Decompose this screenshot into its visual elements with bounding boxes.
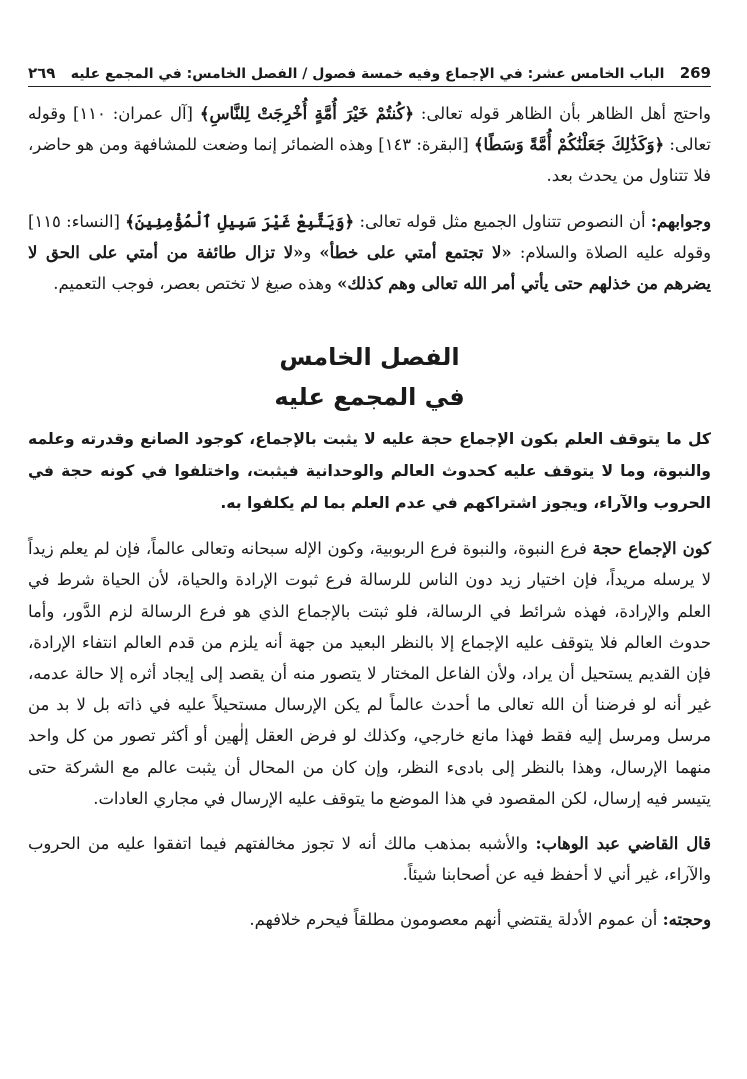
paragraph-label: كون الإجماع حجة <box>592 539 711 559</box>
text-segment: وهذه صيغ لا تختص بعصر، فوجب التعميم. <box>53 274 338 294</box>
hadith-quote: «لا تزال طائفة من أمتي على الحق لا يضرهم من خذلهم حتى يأتي أمر الله تعالى وهم كذلك» <box>28 242 711 294</box>
quran-verse: ﴿وَيَتَّبِعْ غَيْرَ سَبِيلِ ٱلْمُؤْمِنِينَ﴾ <box>125 211 355 231</box>
paragraph-label: وحجته: <box>662 910 711 930</box>
running-title: الباب الخامس عشر: في الإجماع وفيه خمسة فصول / الفصل الخامس: في المجمع عليه <box>70 66 665 82</box>
text-segment: أن النصوص تتناول الجميع مثل قوله تعالى: <box>354 211 651 231</box>
paragraph-label: قال القاضي عبد الوهاب: <box>535 834 711 854</box>
page-body <box>28 98 711 936</box>
chapter-title: الفصل الخامس <box>279 343 460 372</box>
paragraph-zahiri-argument <box>28 98 711 192</box>
text-segment: و <box>303 242 320 262</box>
running-header <box>28 56 711 87</box>
chapter-heading <box>28 337 711 417</box>
text-segment: [البقرة: ١٤٣] وهذه الضمائر إنما وضعت للمشافهة ومن هو حاضر، فلا تتناول من يحدث بعد. <box>28 135 711 186</box>
page-number: 269 <box>679 64 711 82</box>
paragraph-argument <box>28 904 711 935</box>
chapter-subtitle: في المجمع عليه <box>274 383 465 412</box>
hadith-quote: «لا تجتمع أمتي على خطأ» <box>319 242 512 262</box>
arabic-page-number: ٢٦٩ <box>28 64 56 82</box>
text-segment: أن عموم الأدلة يقتضي أنهم معصومون مطلقاً فيحرم خلافهم. <box>249 910 663 930</box>
paragraph-label: وجوابهم: <box>650 211 712 231</box>
paragraph-response <box>28 206 711 300</box>
text-segment: [النساء: ١١٥] وقوله عليه الصلاة والسلام: <box>28 211 711 262</box>
paragraph-qadi-opinion <box>28 828 711 890</box>
paragraph-ijma-proof <box>28 533 711 814</box>
text-segment: [آل عمران: ١١٠] وقوله تعالى: <box>28 104 711 155</box>
chapter-summary <box>28 423 711 519</box>
quran-verse: ﴿كُنتُمْ خَيْرَ أُمَّةٍ أُخْرِجَتْ لِلنَّاسِ﴾ <box>199 104 414 123</box>
quran-verse: ﴿وَكَذَٰلِكَ جَعَلْنَٰكُمْ أُمَّةً وَسَطًا﴾ <box>473 135 665 155</box>
text-segment: والأشبه بمذهب مالك أنه لا تجوز مخالفتهم فيما اتفقوا عليه من الحروب والآراء، غير أني لا أحفظ فيه عن أصحابنا شيئاً. <box>28 834 711 885</box>
paragraph-summary: كل ما يتوقف العلم بكون الإجماع حجة عليه لا يثبت بالإجماع، كوجود الصانع وقدرته وعلمه والنبوة، وما لا يتوقف عليه كحدوث العالم والوحدانية فيثبت، واختلفوا في كونه حجة في الحروب والآراء، ويجوز اشتراكهم في عدم العلم بما لم يكلفوا به. <box>28 430 711 513</box>
text-segment: فرع النبوة، والنبوة فرع الربوبية، وكون الإله سبحانه وتعالى عالماً، فإن لم يعلم زيداً لا يرسله مريداً، فإن اختيار زيد دون الناس للرسالة فرع ثبوت الإرادة والحياة، لأن الحياة شرط في العلم والإرادة، فهذه شرائط في الرسالة، فلو ثبتت بالإجماع الذي هو فرع الرسالة لزم الدَّور، وأما حدوث العالم فلا يتوقف عليه الإجماع إلا بالنظر البعيد من جهة أنه يلزم من قدم العالم انتفاء الإرادة، فإن القديم يستحيل أن يراد، ولأن الفاعل المختار لا يتصور منه أن يقصد إلى إيجاد أثره إلا حالة عدمه، غير أنه لو فرضنا أن الله تعالى ما أحدث عالماً لم يكن الإرسال مستحيلاً عليه في ذاته بل لا بد من مرسل ومرسل إليه فقط فهذا مانع خارجي، وكذلك لو فرض العقل إلٰهين أو أكثر تصور من كل واحد منهما الإرسال، وهذا بالنظر إلى بادىء النظر، وإن كان من المحال أن يثبت عالم مع الشركة حتى يتيسر فيه إرسال، لكن المقصود في هذا الموضع ما يتوقف عليه الإرسال في مجاري العادات. <box>28 539 711 808</box>
text-segment: واحتج أهل الظاهر بأن الظاهر قوله تعالى: <box>413 104 711 123</box>
